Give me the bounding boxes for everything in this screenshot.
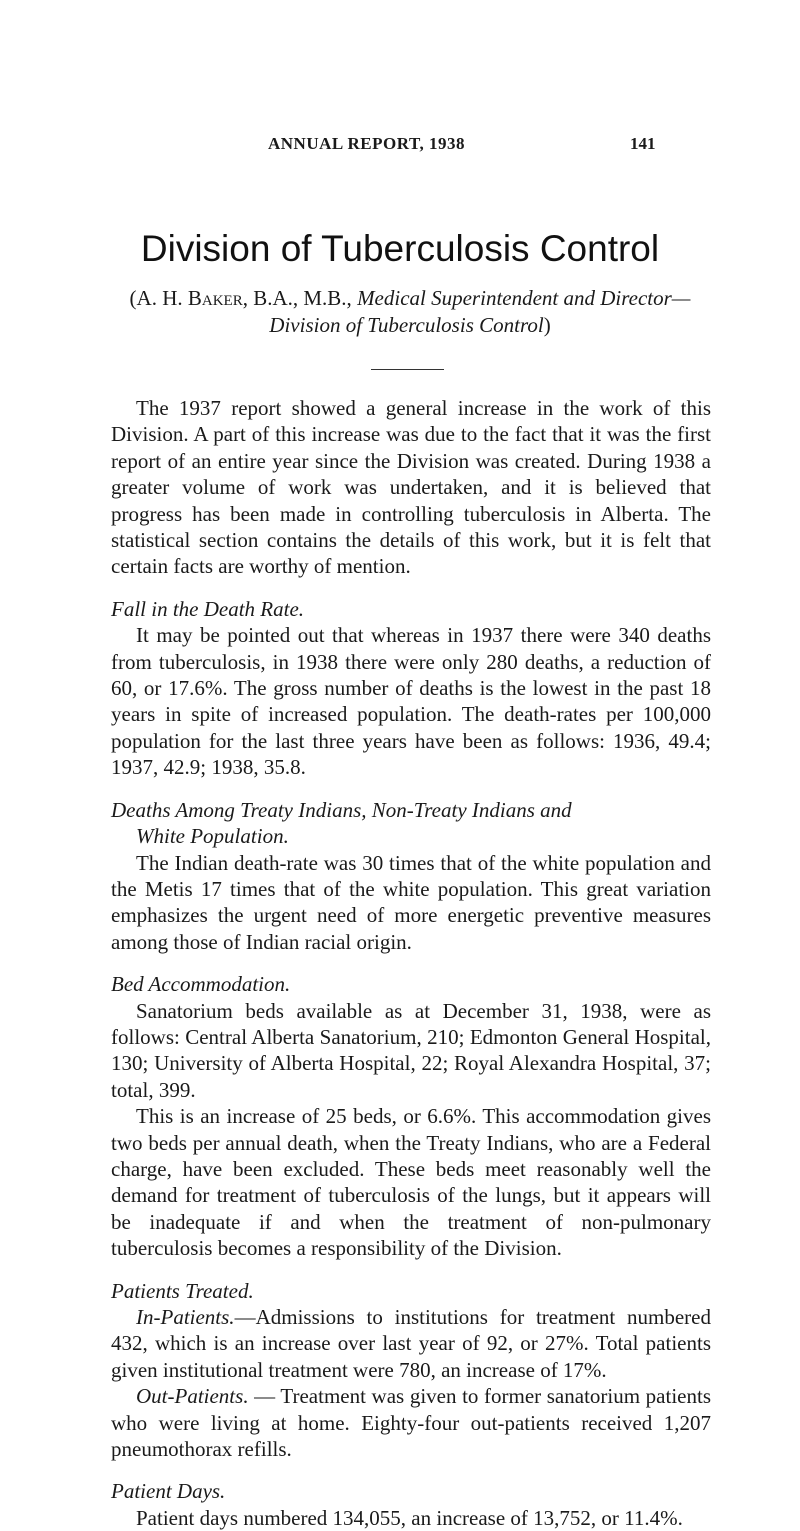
byline-open-paren: ( [129, 286, 137, 310]
patients-treated-heading: Patients Treated. [111, 1278, 254, 1303]
out-patients-text: — Treatment was given to former sanatorium patients who were living at home. Eighty-four out-patients received 1,207 pneumothorax refills. [111, 1384, 711, 1462]
in-patients-text: —Admissions to institutions for treatment numbered 432, which is an increase over last year of 92, or 27%. Total patients given institutional treatment were 780, an increase of 17%. [111, 1305, 711, 1382]
indians-heading-continued: White Population. [136, 824, 289, 849]
patient-days-paragraph: Patient days numbered 134,055, an increase of 13,752, or 11.4%. [136, 1505, 683, 1530]
out-patients-paragraph [111, 1383, 711, 1462]
bed-paragraph-2: This is an increase of 25 beds, or 6.6%. This accommodation gives two beds per annual death, when the Treaty Indians, who are a Federal charge, have been excluded. These beds meet reasonably well the demand for treatment of tuberculosis of the lungs, but it appears will be inadequate if and when the treatment of non-pulmonary tuberculosis becomes a responsibility of the Division. [111, 1104, 711, 1261]
indians-paragraph: The Indian death-rate was 30 times that of the white population and the Metis 17 times that of the white population. This great variation emphasizes the urgent need of more energetic preventive measures among those of Indian racial origin. [111, 850, 711, 954]
out-patients-label: Out-Patients. [136, 1384, 249, 1409]
author-role-line1: Medical Superintendent and Director— [357, 286, 691, 310]
separator-rule [371, 369, 444, 370]
running-head [0, 134, 800, 158]
page-number: 141 [630, 134, 656, 153]
in-patients-paragraph [111, 1304, 711, 1383]
patient-days-heading: Patient Days. [111, 1479, 226, 1504]
death-rate-paragraph: It may be pointed out that whereas in 1937 there were 340 deaths from tuberculosis, in 1938 there were only 280 deaths, a reduction of 60, or 17.6%. The gross number of deaths is the lowest in the past 18 years in spite of increased population. The death-rates per 100,000 population for the last three years have been as follows: 1936, 49.4; 1937, 42.9; 1938, 35.8. [111, 623, 711, 780]
running-title: ANNUAL REPORT, 1938 [268, 134, 466, 153]
division-title: Division of Tuberculosis Control [140, 228, 660, 269]
byline-close-paren: ) [543, 313, 551, 337]
in-patients-label: In-Patients. [136, 1305, 235, 1329]
author-role-line2: Division of Tuberculosis Control [269, 313, 544, 337]
indians-heading: Deaths Among Treaty Indians, Non-Treaty Indians and [111, 797, 572, 822]
death-rate-heading: Fall in the Death Rate. [111, 596, 305, 621]
bed-paragraph-1: Sanatorium beds available as at December 31, 1938, were as follows: Central Alberta Sanatorium, 210; Edmonton General Hospital, 130; University of Alberta Hospital, 22; Royal Alexandra Hospital, 37; total, 399. [111, 998, 711, 1102]
author-byline [80, 285, 740, 339]
bed-accommodation-heading: Bed Accommodation. [111, 972, 291, 997]
author-name: A. H. Baker [136, 286, 243, 310]
report-body [111, 395, 711, 1531]
author-degrees: , B.A., M.B., [242, 286, 358, 310]
intro-paragraph: The 1937 report showed a general increase in the work of this Division. A part of this increase was due to the fact that it was the first report of an entire year since the Division was created. During 1938 a greater volume of work was undertaken, and it is believed that progress has been made in controlling tuberculosis in Alberta. The statistical section contains the details of this work, but it is felt that certain facts are worthy of mention. [111, 396, 711, 579]
